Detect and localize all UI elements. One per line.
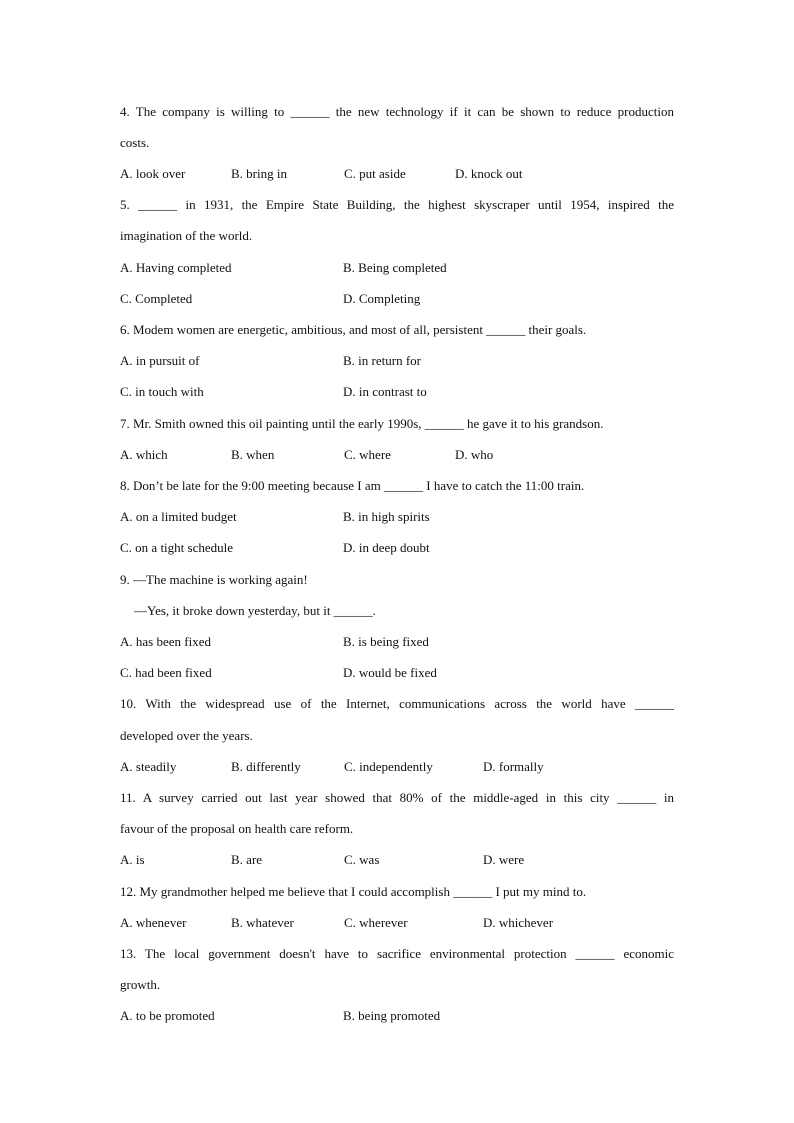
- question-8-option-d: D. in deep doubt: [343, 540, 430, 555]
- question-11-stem-line-1: 11. A survey carried out last year showed that 80% of the middle-aged in this city ______ in: [120, 790, 674, 805]
- question-9-option-a: A. has been fixed: [120, 634, 211, 649]
- question-5-option-c: C. Completed: [120, 291, 193, 306]
- question-12-option-a: A. whenever: [120, 915, 187, 930]
- question-8-option-b: B. in high spirits: [343, 509, 430, 524]
- question-9-option-c: C. had been fixed: [120, 665, 212, 680]
- question-4-option-b: B. bring in: [231, 166, 287, 181]
- question-5-stem-line-1: 5. ______ in 1931, the Empire State Building, the highest skyscraper until 1954, inspired the: [120, 197, 674, 212]
- question-5-stem-line-2: imagination of the world.: [120, 228, 253, 243]
- question-13-option-b: B. being promoted: [343, 1008, 441, 1023]
- question-10-option-c: C. independently: [344, 759, 433, 774]
- question-5-option-a: A. Having completed: [120, 260, 232, 275]
- question-6-option-c: C. in touch with: [120, 384, 204, 399]
- question-10-option-b: B. differently: [231, 759, 301, 774]
- question-13-stem-line-2: growth.: [120, 977, 161, 992]
- question-8-option-a: A. on a limited budget: [120, 509, 237, 524]
- question-9-stem-line-2: —Yes, it broke down yesterday, but it ______.: [134, 603, 376, 618]
- question-12-stem-line-1: 12. My grandmother helped me believe that I could accomplish ______ I put my mind to.: [120, 884, 587, 899]
- question-7-stem-line-1: 7. Mr. Smith owned this oil painting until the early 1990s, ______ he gave it to his grandson.: [120, 416, 604, 431]
- question-7-option-b: B. when: [231, 447, 275, 462]
- question-13-option-a: A. to be promoted: [120, 1008, 215, 1023]
- question-11-option-c: C. was: [344, 852, 380, 867]
- question-6-option-d: D. in contrast to: [343, 384, 427, 399]
- question-9-option-b: B. is being fixed: [343, 634, 429, 649]
- question-4-stem-line-1: 4. The company is willing to ______ the new technology if it can be shown to reduce production: [120, 104, 674, 119]
- question-11-option-d: D. were: [483, 852, 525, 867]
- question-9-option-d: D. would be fixed: [343, 665, 437, 680]
- question-4-option-a: A. look over: [120, 166, 186, 181]
- question-5-option-d: D. Completing: [343, 291, 421, 306]
- question-12-option-c: C. wherever: [344, 915, 408, 930]
- question-10-stem-line-2: developed over the years.: [120, 728, 253, 743]
- question-7-option-c: C. where: [344, 447, 391, 462]
- question-13-stem-line-1: 13. The local government doesn't have to sacrifice environmental protection ______ economic: [120, 946, 674, 961]
- question-8-option-c: C. on a tight schedule: [120, 540, 234, 555]
- question-4-option-d: D. knock out: [455, 166, 523, 181]
- question-4-option-c: C. put aside: [344, 166, 406, 181]
- question-12-option-b: B. whatever: [231, 915, 294, 930]
- question-7-option-a: A. which: [120, 447, 168, 462]
- question-6-option-a: A. in pursuit of: [120, 353, 200, 368]
- question-10-option-a: A. steadily: [120, 759, 177, 774]
- question-4-stem-line-2: costs.: [120, 135, 150, 150]
- question-9-stem-line-1: 9. —The machine is working again!: [120, 572, 308, 587]
- question-5-option-b: B. Being completed: [343, 260, 447, 275]
- question-7-option-d: D. who: [455, 447, 494, 462]
- question-11-option-b: B. are: [231, 852, 263, 867]
- question-12-option-d: D. whichever: [483, 915, 554, 930]
- question-6-option-b: B. in return for: [343, 353, 421, 368]
- question-11-stem-line-2: favour of the proposal on health care reform.: [120, 821, 354, 836]
- question-6-stem-line-1: 6. Modem women are energetic, ambitious, and most of all, persistent ______ their goals.: [120, 322, 587, 337]
- question-11-option-a: A. is: [120, 852, 145, 867]
- question-8-stem-line-1: 8. Don’t be late for the 9:00 meeting because I am ______ I have to catch the 11:00 train.: [120, 478, 585, 493]
- question-10-option-d: D. formally: [483, 759, 544, 774]
- question-10-stem-line-1: 10. With the widespread use of the Internet, communications across the world have ______: [120, 696, 674, 711]
